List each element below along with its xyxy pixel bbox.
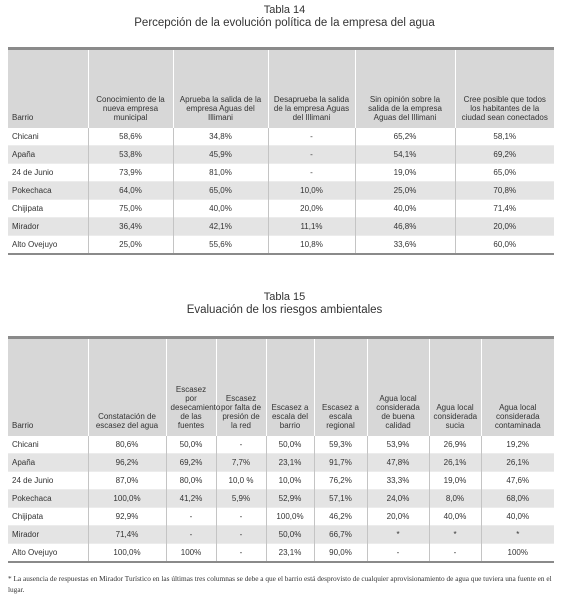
table-cell: 19,2% [481, 436, 554, 454]
table-cell: 69,2% [455, 146, 554, 164]
table-cell: 80,0% [166, 472, 216, 490]
row-label: Mirador [8, 218, 88, 236]
table-cell: * [367, 526, 429, 544]
table-cell: 100,0% [88, 544, 166, 563]
table-cell: - [367, 544, 429, 563]
column-header: Escasez a escala regional [314, 338, 367, 437]
table-cell: - [166, 508, 216, 526]
table-cell: 69,2% [166, 454, 216, 472]
table-cell: 23,1% [266, 544, 314, 563]
table-cell: 10,8% [268, 236, 355, 255]
column-header: Escasez por desecamiento de las fuentes [166, 338, 216, 437]
table-cell: 100% [166, 544, 216, 563]
table-cell: 73,9% [88, 164, 173, 182]
table-cell: 65,2% [355, 128, 455, 146]
table-cell: 68,0% [481, 490, 554, 508]
table-cell: 55,6% [173, 236, 268, 255]
table-cell: 47,6% [481, 472, 554, 490]
table-cell: 41,2% [166, 490, 216, 508]
table-cell: 54,1% [355, 146, 455, 164]
table-cell: 26,1% [481, 454, 554, 472]
table-cell: 46,8% [355, 218, 455, 236]
column-header: Agua local considerada contaminada [481, 338, 554, 437]
table-row [8, 236, 554, 255]
table-cell: * [429, 526, 481, 544]
row-label: Alto Ovejuyo [12, 240, 58, 249]
table-row [8, 526, 554, 544]
table-cell: 81,0% [173, 164, 268, 182]
table-14-title: Percepción de la evolución política de la empresa del agua [134, 17, 435, 30]
table-cell: 100,0% [266, 508, 314, 526]
column-header: Sin opinión sobre la salida de la empresa Aguas del Illimani [355, 49, 455, 129]
table-cell: - [216, 508, 266, 526]
row-label: Alto Ovejuyo [12, 548, 58, 557]
table-cell: 33,3% [367, 472, 429, 490]
table-row [8, 128, 554, 146]
table-cell: 50,0% [266, 526, 314, 544]
table-row [8, 146, 554, 164]
table-cell: 70,8% [455, 182, 554, 200]
table-14-body [8, 128, 554, 254]
table-cell: 58,1% [455, 128, 554, 146]
table-cell: 58,6% [88, 128, 173, 146]
table-cell: 23,1% [266, 454, 314, 472]
table-row [8, 218, 554, 236]
row-label: Pokechaca [8, 490, 88, 508]
table-row [8, 200, 554, 218]
table-cell: 96,2% [88, 454, 166, 472]
table-row [8, 472, 554, 490]
table-cell: 36,4% [88, 218, 173, 236]
table-cell: 7,7% [216, 454, 266, 472]
table-cell: 52,9% [266, 490, 314, 508]
table-row [8, 436, 554, 454]
table-cell: 10,0% [268, 182, 355, 200]
row-label: Pokechaca [8, 182, 88, 200]
table-cell: - [268, 128, 355, 146]
table-14-number: Tabla 14 [263, 4, 306, 16]
table-cell: 90,0% [314, 544, 367, 563]
table-cell: 71,4% [88, 526, 166, 544]
column-header: Agua local considerada de buena calidad [367, 338, 429, 437]
table-cell: - [429, 544, 481, 563]
table-cell: - [216, 436, 266, 454]
table-cell: 50,0% [266, 436, 314, 454]
table-cell: 92,9% [88, 508, 166, 526]
table-cell: 19,0% [429, 472, 481, 490]
table-row [8, 544, 554, 563]
table-cell: 10,0 % [216, 472, 266, 490]
table-cell: 91,7% [314, 454, 367, 472]
table-14-header [8, 49, 554, 129]
column-header: Barrio [8, 49, 88, 129]
row-label: Mirador [8, 526, 88, 544]
table-cell: 59,3% [314, 436, 367, 454]
table-cell: 100% [481, 544, 554, 563]
column-header: Desaprueba la salida de la empresa Aguas del Illimani [268, 49, 355, 129]
table-cell: 20,0% [455, 218, 554, 236]
table-row [8, 508, 554, 526]
column-header: Agua local considerada sucia [429, 338, 481, 437]
table-cell: 20,0% [268, 200, 355, 218]
table-row [8, 454, 554, 472]
table-cell: 25,0% [88, 236, 173, 255]
table-cell: 76,2% [314, 472, 367, 490]
row-label: Chijipata [12, 512, 44, 521]
table-cell: 40,0% [173, 200, 268, 218]
table-cell: 34,8% [173, 128, 268, 146]
table-cell: 5,9% [216, 490, 266, 508]
column-header: Aprueba la salida de la empresa Aguas del Illimani [173, 49, 268, 129]
table-cell: 75,0% [88, 200, 173, 218]
row-label: Chijipata [12, 204, 44, 213]
table-15-body [8, 436, 554, 562]
table-cell: 53,9% [367, 436, 429, 454]
table-cell: 57,1% [314, 490, 367, 508]
table-15-title: Evaluación de los riesgos ambientales [186, 304, 383, 317]
row-label: Apaña [8, 454, 88, 472]
table-cell: 64,0% [88, 182, 173, 200]
table-cell: 50,0% [166, 436, 216, 454]
row-label: Apaña [8, 146, 88, 164]
table-cell: 80,6% [88, 436, 166, 454]
table-cell: 66,7% [314, 526, 367, 544]
table-15 [8, 336, 554, 563]
table-cell: 65,0% [455, 164, 554, 182]
table-cell: 87,0% [88, 472, 166, 490]
column-header: Escasez por falta de presión de la red [216, 338, 266, 437]
column-header: Escasez a escala del barrio [266, 338, 314, 437]
table-cell: 33,6% [355, 236, 455, 255]
footnote: * La ausencia de respuestas en Mirador Turístico en las últimas tres columnas se debe a que el barrio está desprovisto de cualquier aprovisionamiento de agua que tuviera una fuente en el lugar. [8, 574, 552, 594]
table-15-caption [0, 291, 569, 318]
table-cell: 65,0% [173, 182, 268, 200]
table-cell: 42,1% [173, 218, 268, 236]
table-cell: - [268, 146, 355, 164]
table-cell: 40,0% [429, 508, 481, 526]
table-cell: 26,9% [429, 436, 481, 454]
table-cell: 53,8% [88, 146, 173, 164]
table-cell: - [268, 164, 355, 182]
table-cell: - [216, 544, 266, 563]
table-cell: 19,0% [355, 164, 455, 182]
row-label: Chicani [12, 440, 39, 449]
column-header: Barrio [8, 338, 88, 437]
table-cell: 46,2% [314, 508, 367, 526]
table-cell: 100,0% [88, 490, 166, 508]
table-cell: 24,0% [367, 490, 429, 508]
row-label: Chicani [12, 132, 39, 141]
column-header: Cree posible que todos los habitantes de la ciudad sean conectados [455, 49, 554, 129]
table-15-number: Tabla 15 [263, 291, 306, 303]
table-cell: 45,9% [173, 146, 268, 164]
table-row [8, 182, 554, 200]
column-header: Conocimiento de la nueva empresa municipal [88, 49, 173, 129]
table-cell: 71,4% [455, 200, 554, 218]
table-15-header [8, 338, 554, 437]
table-row [8, 490, 554, 508]
table-cell: 25,0% [355, 182, 455, 200]
table-cell: 20,0% [367, 508, 429, 526]
table-cell: 11,1% [268, 218, 355, 236]
table-cell: - [166, 526, 216, 544]
table-cell: 40,0% [481, 508, 554, 526]
table-cell: * [481, 526, 554, 544]
row-label: 24 de Junio [12, 476, 54, 485]
table-cell: 47,8% [367, 454, 429, 472]
table-cell: 8,0% [429, 490, 481, 508]
table-14 [8, 47, 554, 255]
table-cell: 60,0% [455, 236, 554, 255]
column-header: Constatación de escasez del agua [88, 338, 166, 437]
table-cell: - [216, 526, 266, 544]
table-row [8, 164, 554, 182]
table-14-caption [0, 4, 569, 31]
row-label: 24 de Junio [12, 168, 54, 177]
table-cell: 26,1% [429, 454, 481, 472]
table-cell: 40,0% [355, 200, 455, 218]
table-cell: 10,0% [266, 472, 314, 490]
